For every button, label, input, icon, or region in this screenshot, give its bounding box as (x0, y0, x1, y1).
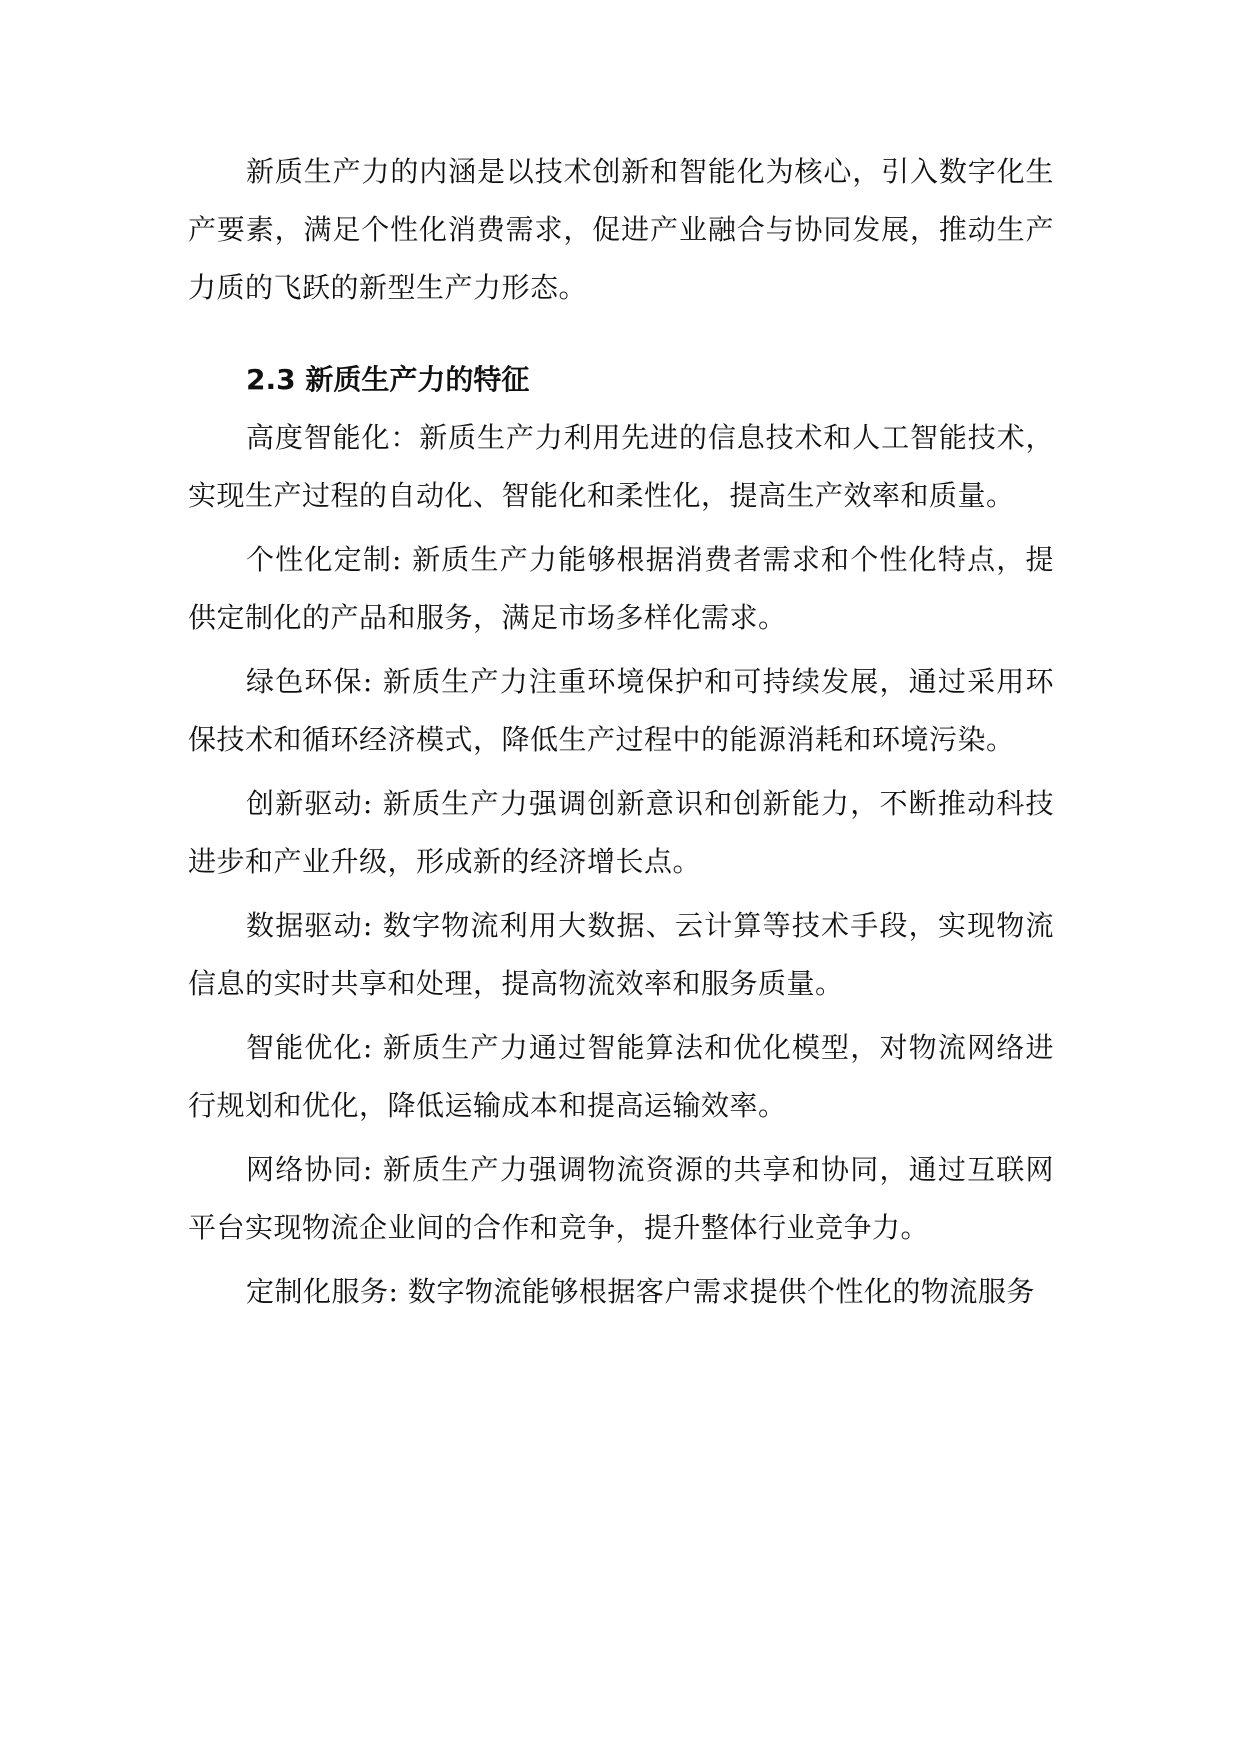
paragraph-network: 网络协同: 新质生产力强调物流资源的共享和协同，通过互联网平台实现物流企业间的合作和竞争，提升整体行业竞争力。 (188, 1153, 1054, 1244)
document-body (188, 143, 1054, 1327)
paragraph-intelligence: 高度智能化：新质生产力利用先进的信息技术和人工智能技术，实现生产过程的自动化、智能化和柔性化，提高生产效率和质量。 (188, 421, 1054, 512)
paragraph-customization: 个性化定制: 新质生产力能够根据消费者需求和个性化特点，提供定制化的产品和服务，满足市场多样化需求。 (188, 543, 1054, 634)
paragraph-custom-service: 定制化服务: 数字物流能够根据客户需求提供个性化的物流服务 (246, 1275, 1035, 1308)
paragraph-innovation: 创新驱动: 新质生产力强调创新意识和创新能力，不断推动科技进步和产业升级，形成新的经济增长点。 (188, 787, 1054, 878)
paragraph-green: 绿色环保: 新质生产力注重环境保护和可持续发展，通过采用环保技术和循环经济模式，降低生产过程中的能源消耗和环境污染。 (188, 665, 1054, 756)
intro-paragraph: 新质生产力的内涵是以技术创新和智能化为核心，引入数字化生产要素，满足个性化消费需求，促进产业融合与协同发展，推动生产力质的飞跃的新型生产力形态。 (188, 155, 1054, 304)
paragraph-optimization: 智能优化: 新质生产力通过智能算法和优化模型，对物流网络进行规划和优化，降低运输成本和提高运输效率。 (188, 1031, 1054, 1122)
section-heading: 2.3 新质生产力的特征 (246, 363, 530, 396)
paragraph-data-driven: 数据驱动: 数字物流利用大数据、云计算等技术手段，实现物流信息的实时共享和处理，提高物流效率和服务质量。 (188, 909, 1054, 1000)
